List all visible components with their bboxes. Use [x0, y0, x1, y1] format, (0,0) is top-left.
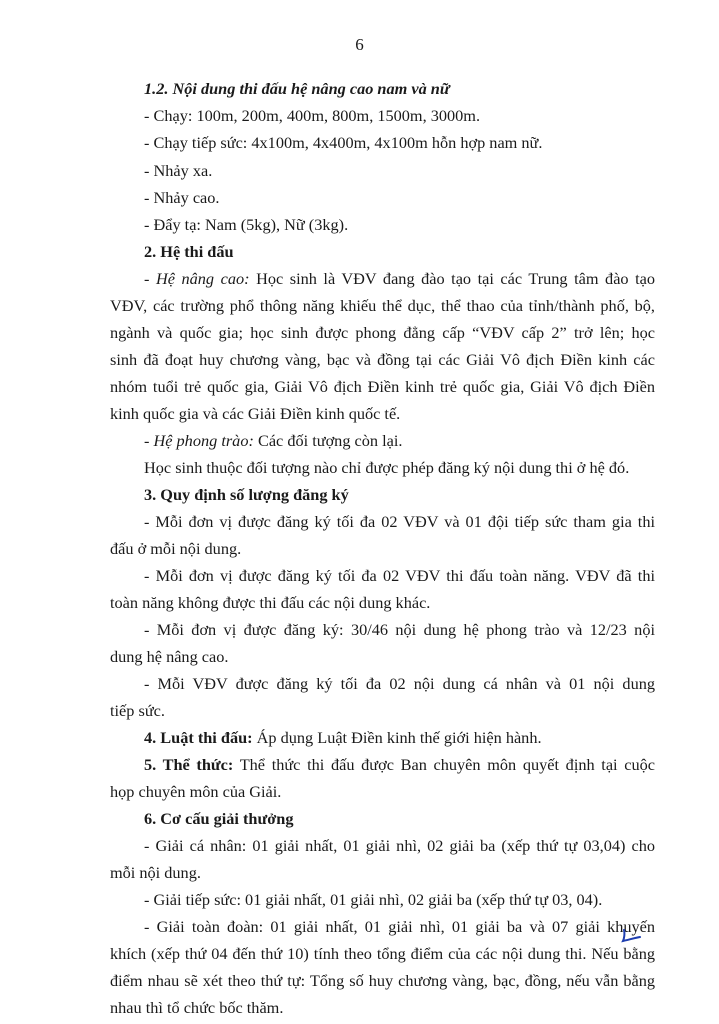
list-item: - Chạy tiếp sức: 4x100m, 4x400m, 4x100m hỗn hợp nam nữ.	[144, 133, 543, 152]
section-4-label: 4. Luật thi đấu:	[144, 728, 253, 747]
paragraph-line: mỗi nội dung.	[110, 863, 201, 882]
list-item: - Chạy: 100m, 200m, 400m, 800m, 1500m, 3000m.	[144, 106, 481, 125]
section-1-2-heading: 1.2. Nội dung thi đấu hệ nâng cao nam và nữ	[144, 79, 450, 98]
paragraph-line: điểm nhau sẽ xét theo thứ tự: Tổng số huy chương vàng, bạc, đồng, nếu vẫn bằng	[110, 971, 655, 990]
system-label-advanced: - Hệ nâng cao:	[144, 269, 250, 288]
list-item: - Đẩy tạ: Nam (5kg), Nữ (3kg).	[144, 215, 349, 234]
paragraph-line: nhau thì tổ chức bốc thăm.	[110, 998, 284, 1017]
page-number: 6	[355, 35, 364, 54]
section-2-heading: 2. Hệ thi đấu	[144, 242, 234, 261]
paragraph-line: toàn năng không được thi đấu các nội dung khác.	[110, 593, 431, 612]
system-text-movement: Các đối tượng còn lại.	[253, 431, 403, 450]
list-item: - Nhảy xa.	[144, 161, 213, 180]
section-5-text: Thể thức thi đấu được Ban chuyên môn quyết định tại cuộc	[233, 755, 655, 774]
paragraph-line: khích (xếp thứ 04 đến thứ 10) tính theo tổng điểm của các nội dung thi. Nếu bằng	[110, 944, 655, 963]
paragraph-line: - Mỗi đơn vị được đăng ký tối đa 02 VĐV và 01 đội tiếp sức tham gia thi	[144, 512, 655, 531]
section-3-heading: 3. Quy định số lượng đăng ký	[144, 485, 349, 504]
paragraph-line: - Giải tiếp sức: 01 giải nhất, 01 giải nhì, 02 giải ba (xếp thứ tự 03, 04).	[144, 890, 603, 909]
paragraph-line: sinh đã đoạt huy chương vàng, bạc và đồng tại các Giải Vô địch Điền kinh các	[110, 350, 655, 369]
paragraph-line: - Giải cá nhân: 01 giải nhất, 01 giải nhì, 02 giải ba (xếp thứ tự 03,04) cho	[144, 836, 655, 855]
section-6-heading: 6. Cơ cấu giải thưởng	[144, 809, 294, 828]
paragraph-line: tiếp sức.	[110, 701, 165, 720]
system-label-movement: - Hệ phong trào:	[144, 431, 254, 450]
paragraph-line: kinh quốc gia và các Giải Điền kinh quốc tế.	[110, 404, 401, 423]
list-item: - Nhảy cao.	[144, 188, 220, 207]
handwritten-initial-mark	[620, 928, 642, 944]
paragraph-line: VĐV, các trường phổ thông năng khiếu thể dục, thể thao của tỉnh/thành phố, bộ,	[110, 296, 655, 315]
paragraph-line	[144, 267, 655, 291]
paragraph-line	[144, 726, 655, 750]
section-5-label: 5. Thể thức:	[144, 755, 234, 774]
paragraph-line	[144, 429, 655, 453]
paragraph-line: nhóm tuổi trẻ quốc gia, Giải Vô địch Điền kinh trẻ quốc gia, Giải Vô địch Điền	[110, 377, 655, 396]
paragraph-line: - Giải toàn đoàn: 01 giải nhất, 01 giải nhì, 01 giải ba và 07 giải khuyến	[144, 917, 655, 936]
system-text-advanced: Học sinh là VĐV đang đào tạo tại các Trung tâm đào tạo	[249, 269, 655, 288]
section-4-text: Áp dụng Luật Điền kinh thế giới hiện hành.	[252, 728, 542, 747]
paragraph-line: - Mỗi đơn vị được đăng ký tối đa 02 VĐV thi đấu toàn năng. VĐV đã thi	[144, 566, 655, 585]
paragraph-line: Học sinh thuộc đối tượng nào chỉ được phép đăng ký nội dung thi ở hệ đó.	[144, 458, 630, 477]
paragraph-line: dung hệ nâng cao.	[110, 647, 229, 666]
paragraph-line: đấu ở mỗi nội dung.	[110, 539, 242, 558]
paragraph-line: - Mỗi đơn vị được đăng ký: 30/46 nội dung hệ phong trào và 12/23 nội	[144, 620, 655, 639]
paragraph-line: - Mỗi VĐV được đăng ký tối đa 02 nội dung cá nhân và 01 nội dung	[144, 674, 655, 693]
paragraph-line: ngành và quốc gia; học sinh được phong đẳng cấp “VĐV cấp 2” trở lên; học	[110, 323, 655, 342]
paragraph-line	[144, 753, 655, 777]
paragraph-line: họp chuyên môn của Giải.	[110, 782, 282, 801]
